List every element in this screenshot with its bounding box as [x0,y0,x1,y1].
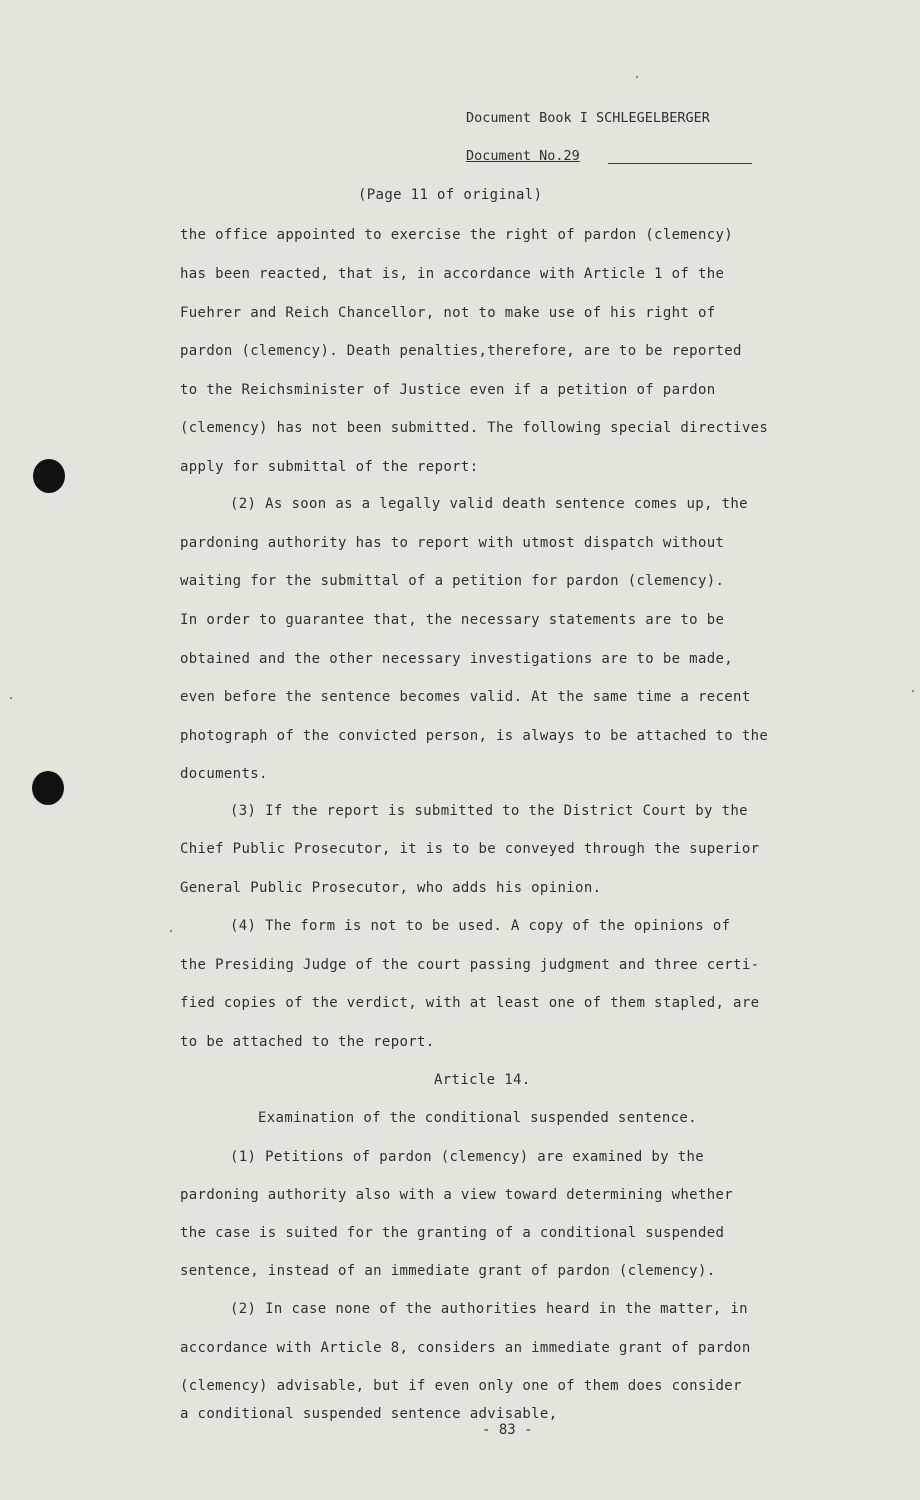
paper-speck [912,690,914,692]
body-line: Fuehrer and Reich Chancellor, not to make use of his right of [180,305,716,321]
paper-speck [170,930,172,932]
article-heading: Article 14. [434,1072,531,1088]
document-number [466,148,580,164]
article-subheading: Examination of the conditional suspended sentence. [258,1110,697,1126]
body-line: pardoning authority has to report with utmost dispatch without [180,535,725,551]
body-line: Chief Public Prosecutor, it is to be conveyed through the superior [180,841,760,857]
body-line: fied copies of the verdict, with at least one of them stapled, are [180,995,760,1011]
body-line: photograph of the convicted person, is always to be attached to the [180,728,769,744]
body-line: documents. [180,766,268,782]
body-line: General Public Prosecutor, who adds his opinion. [180,880,602,896]
paper-speck [10,697,12,699]
body-line: the office appointed to exercise the right of pardon (clemency) [180,227,734,243]
punch-hole-bottom [32,771,64,805]
paper-speck [636,76,638,78]
body-line: has been reacted, that is, in accordance with Article 1 of the [180,266,725,282]
body-line: a conditional suspended sentence advisable, [180,1406,558,1422]
body-line: (clemency) has not been submitted. The following special directives [180,420,769,436]
body-line: even before the sentence becomes valid. At the same time a recent [180,689,751,705]
document-number-text: Document No.29 [466,148,580,164]
body-line: (clemency) advisable, but if even only one of them does consider [180,1378,742,1394]
page-number: - 83 - [482,1422,533,1438]
document-book-header: Document Book I SCHLEGELBERGER [466,110,710,126]
body-line: to the Reichsminister of Justice even if a petition of pardon [180,382,716,398]
body-line: (4) The form is not to be used. A copy of the opinions of [230,918,731,934]
body-line: sentence, instead of an immediate grant of pardon (clemency). [180,1263,716,1279]
body-line: apply for submittal of the report: [180,459,479,475]
body-line: (1) Petitions of pardon (clemency) are examined by the [230,1149,705,1165]
body-line: (2) As soon as a legally valid death sentence comes up, the [230,496,748,512]
body-line: the case is suited for the granting of a conditional suspended [180,1225,725,1241]
body-line: (2) In case none of the authorities heard in the matter, in [230,1301,748,1317]
body-line: to be attached to the report. [180,1034,435,1050]
body-line: obtained and the other necessary investigations are to be made, [180,651,734,667]
page-reference: (Page 11 of original) [358,187,543,203]
body-line: pardoning authority also with a view toward determining whether [180,1187,734,1203]
document-number-underline [608,163,752,164]
body-line: waiting for the submittal of a petition for pardon (clemency). [180,573,725,589]
body-line: In order to guarantee that, the necessary statements are to be [180,612,725,628]
body-line: (3) If the report is submitted to the District Court by the [230,803,748,819]
body-line: accordance with Article 8, considers an immediate grant of pardon [180,1340,751,1356]
body-line: pardon (clemency). Death penalties,therefore, are to be reported [180,343,742,359]
body-line: the Presiding Judge of the court passing judgment and three certi- [180,957,760,973]
punch-hole-top [33,459,65,493]
